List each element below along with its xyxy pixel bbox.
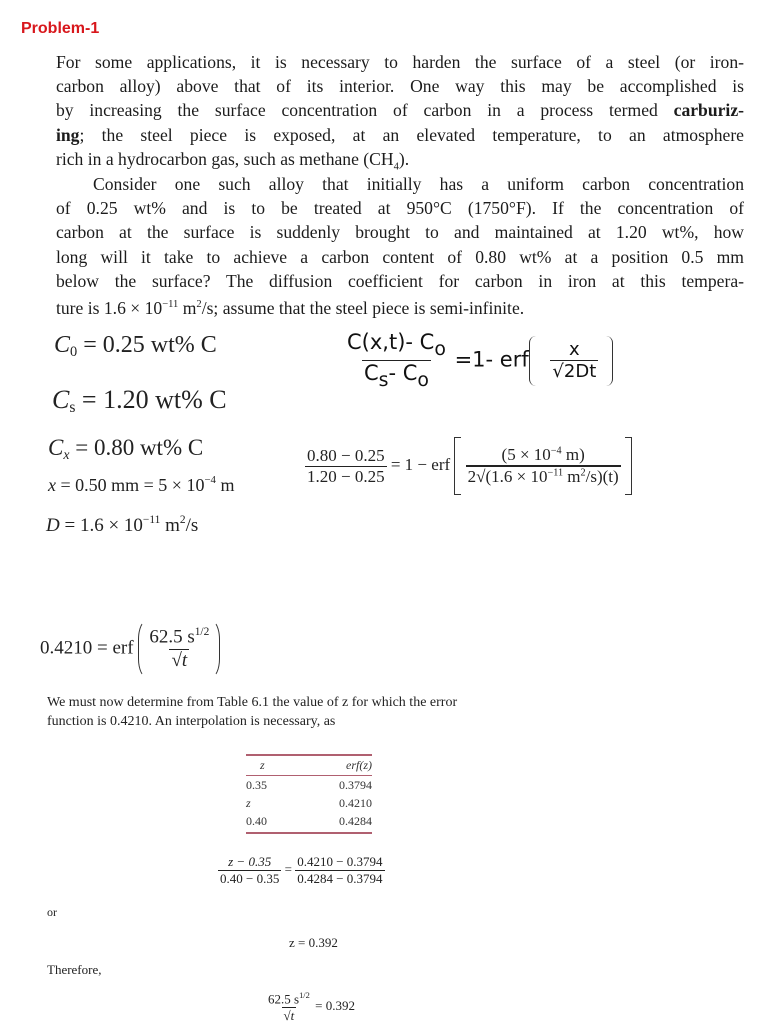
text-therefore: Therefore, — [47, 962, 102, 977]
equation-final: $\frac{62.5 s^{1/2}}{√t}$ = 0.392 — [268, 990, 355, 1024]
text-line: carbon alloy) above that of its interior. One way this may be accomplished is — [56, 76, 744, 97]
problem-paragraph-2 — [56, 172, 744, 320]
table-row: z 0.4210 — [246, 796, 372, 810]
equation-substituted: $\frac{0.80 - 0.25}{1.20 - 0.25}$ = 1 − erf $\frac{(5 \times 10^{-4} m)}{2√(1.6 \times 10^{-11} m^2/s)(t)}$ — [305, 437, 632, 495]
text-line: by increasing the surface concentration of carbon in a process termed carburiz- — [56, 100, 744, 121]
result-z: z = 0.392 — [289, 935, 338, 950]
problem-title: Problem-1 — [21, 20, 100, 37]
text-line: ing; the steel piece is exposed, at an elevated temperature, to an atmosphere — [56, 124, 744, 145]
text-line: below the surface? The diffusion coefficient for carbon in iron at this tempera- — [56, 270, 744, 291]
given-x: x = 0.50 mm = $5 \times 10^{-4}$ m — [48, 474, 235, 495]
text-or: or — [47, 905, 57, 919]
text-line: carbon at the surface is suddenly brought to and maintained at 1.20 wt%, how — [56, 222, 744, 243]
text-line: For some applications, it is necessary to harden the surface of a steel (or iron- — [56, 52, 744, 72]
text-line: of 0.25 wt% and is to be treated at 950°C (1750°F). If the concentration of — [56, 198, 744, 219]
text-line: ture is $1.6 \times 10^{-11}$ $m^2/s$; assume that the steel piece is semi-infinite. — [56, 297, 525, 318]
text-determine: We must now determine from Table 6.1 the value of z for which the error function is 0.4210. An interpolation is necessary, as — [47, 695, 458, 729]
given-cx: $C_x = 0.80$ wt% C — [48, 435, 204, 462]
equation-general-solution: $\frac{C(x,t)- C_o}{C_s- C_o}$ =1- erf $\frac{x}{√2Dt}$ — [345, 330, 613, 391]
column-header: erf(z) — [295, 755, 372, 776]
problem-paragraph-1 — [56, 50, 744, 180]
bold-term: ing — [56, 124, 80, 145]
text-line: long will it take to achieve a carbon content of 0.80 wt% at a position 0.5 mm — [56, 246, 744, 267]
text-line: rich in a hydrocarbon gas, such as methane $(CH_4)$. — [56, 148, 410, 173]
column-header: z — [246, 755, 295, 776]
text-line: Consider one such alloy that initially has a uniform carbon concentration — [93, 174, 744, 194]
erf-table — [246, 754, 372, 834]
given-cs: $C_s = 1.20$ wt% C — [52, 385, 227, 416]
table-row: 0.35 0.3794 — [246, 778, 372, 792]
given-d: $D = 1.6 \times 10^{-11}$ $m^2/s$ — [46, 514, 199, 536]
equation-interpolation: $\frac{z - 0.35}{0.40 - 0.35}$ = $\frac{0.4210 - 0.3794}{0.4284 - 0.3794}$ — [220, 854, 383, 886]
given-c0: $C_0 = 0.25$ wt% C — [54, 332, 217, 360]
table-row: 0.40 0.4284 — [246, 812, 372, 833]
equation-erf: 0.4210 = erf $\frac{62.5 s^{1/2}}{√t}$ — [40, 620, 220, 678]
bold-term: carburiz- — [673, 100, 744, 121]
